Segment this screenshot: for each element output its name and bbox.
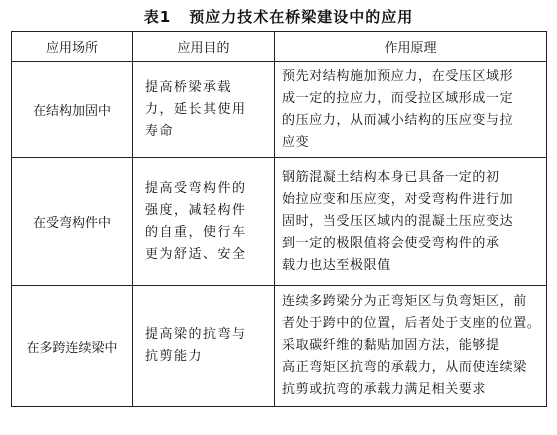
principle-line: 高正弯矩区抗弯的承载力，从而使连续梁 (282, 360, 527, 375)
principle-line: 应变 (282, 134, 310, 150)
principle-line: 的压应力，从而减小结构的压应变与拉 (282, 112, 514, 128)
table-number: 表1 (143, 8, 172, 26)
application-table (11, 31, 547, 407)
principle-line: 连续多跨梁分为正弯矩区与负弯矩区，前 (282, 294, 527, 309)
purpose-line: 提高梁的抗弯与 (145, 327, 247, 342)
purpose-cell (133, 158, 275, 286)
header-principle: 作用原理 (275, 32, 547, 62)
table-title: 预应力技术在桥梁建设中的应用 (189, 8, 414, 26)
principle-line: 抗剪或抗弯的承载力满足相关要求 (282, 382, 487, 397)
purpose-line: 力，延长其使用 (145, 101, 247, 117)
principle-cell (275, 286, 547, 407)
purpose-line: 强度，减轻构件 (145, 202, 247, 218)
principle-line: 钢筋混凝土结构本身已具备一定的初 (282, 169, 500, 185)
principle-line: 预先对结构施加预应力，在受压区域形 (282, 68, 514, 84)
table-caption (0, 6, 557, 27)
purpose-line: 抗剪能力 (145, 349, 204, 364)
principle-line: 始拉应变和压应变，对受弯构件进行加 (282, 191, 514, 207)
header-purpose: 应用目的 (133, 32, 275, 62)
principle-line: 固时，当受压区域内的混凝土压应变达 (282, 213, 514, 229)
principle-line: 者处于跨中的位置，后者处于支座的位置。 (282, 316, 541, 331)
principle-cell (275, 62, 547, 158)
purpose-line: 提高受弯构件的 (145, 180, 247, 196)
purpose-cell (133, 286, 275, 407)
principle-line: 采取碳纤维的黏贴加固方法，能够提 (282, 338, 500, 353)
purpose-line: 的自重，使行车 (145, 224, 247, 240)
purpose-line: 寿命 (145, 123, 175, 139)
header-scene: 应用场所 (12, 32, 133, 62)
table-header-row (12, 32, 547, 62)
table-row (12, 286, 547, 407)
purpose-line: 更为舒适、安全 (145, 246, 247, 262)
table-row (12, 158, 547, 286)
purpose-cell (133, 62, 275, 158)
scene-cell: 在多跨连续梁中 (12, 286, 133, 407)
principle-cell (275, 158, 547, 286)
scene-cell: 在结构加固中 (12, 62, 133, 158)
principle-line: 到一定的极限值将会使受弯构件的承 (282, 235, 500, 251)
principle-line: 成一定的拉应力，而受拉区域形成一定 (282, 90, 514, 106)
purpose-line: 提高桥梁承载 (145, 79, 233, 95)
scene-cell: 在受弯构件中 (12, 158, 133, 286)
principle-line: 载力也达至极限值 (282, 257, 391, 273)
table-row (12, 62, 547, 158)
